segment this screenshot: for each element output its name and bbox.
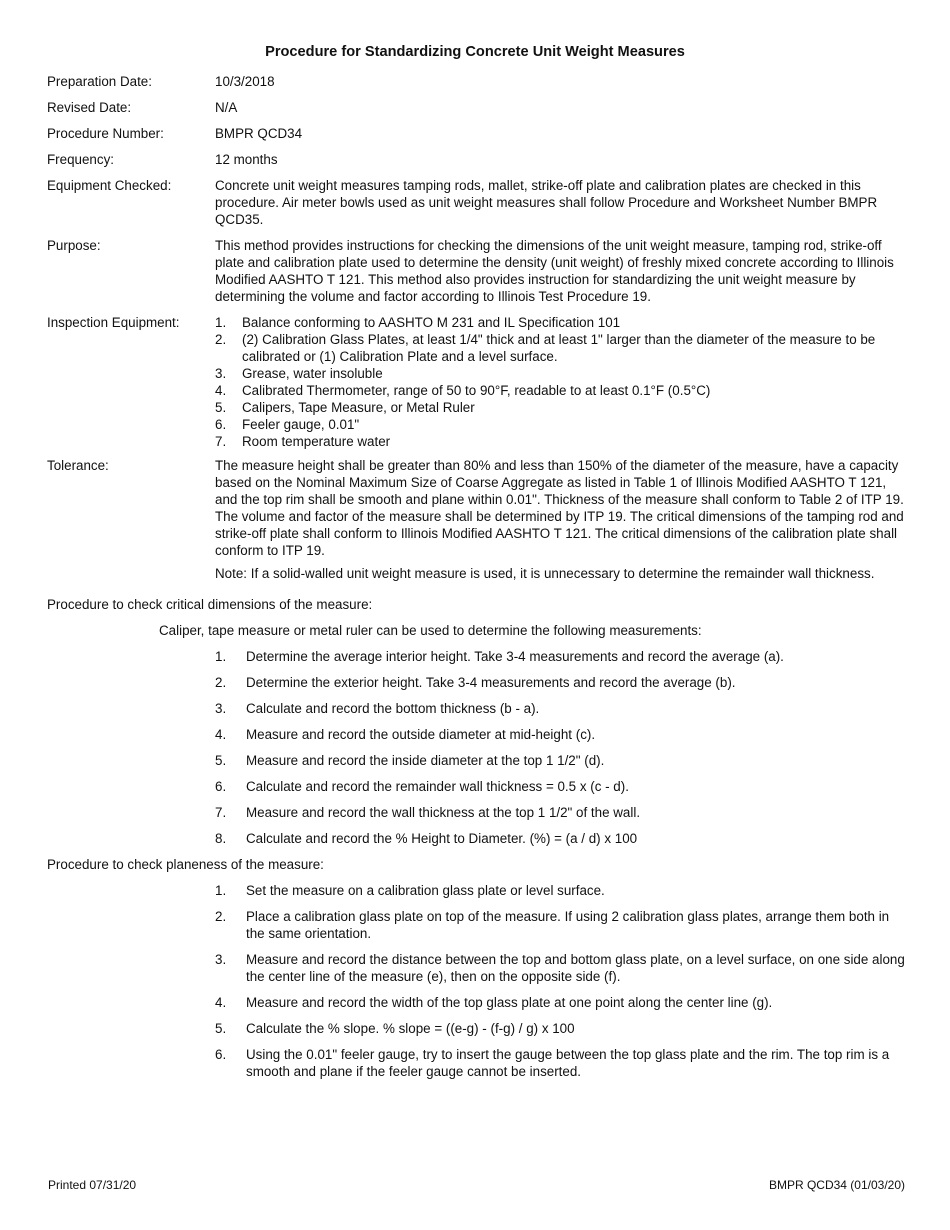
procedure-number-label: Procedure Number: [47, 126, 164, 141]
list-item [215, 951, 907, 985]
list-text: Determine the exterior height. Take 3-4 measurements and record the average (b). [246, 675, 736, 690]
list-item [215, 365, 907, 382]
purpose-value: This method provides instructions for checking the dimensions of the unit weight measure, tamping rod, strike-off plate and calibration plate used to determine the density (unit weight) of freshly mixed concrete according to Illinois Modified AASHTO T 121. This method also provides instruction for standardizing the unit weight measure by determining the volume and factor according to Illinois Test Procedure 19. [215, 238, 894, 304]
planeness-steps [215, 882, 907, 1080]
list-item [215, 674, 907, 691]
list-text: Measure and record the inside diameter at the top 1 1/2" (d). [246, 753, 605, 768]
equipment-checked-label: Equipment Checked: [47, 178, 172, 193]
list-number: 5. [215, 753, 227, 768]
planeness-heading: Procedure to check planeness of the measure: [47, 857, 324, 872]
preparation-date-value: 10/3/2018 [215, 74, 275, 89]
list-item [215, 752, 907, 769]
frequency-label: Frequency: [47, 152, 114, 167]
list-item [215, 416, 907, 433]
page-title: Procedure for Standardizing Concrete Unit Weight Measures [265, 44, 685, 60]
list-number: 3. [215, 952, 227, 967]
list-number: 7. [215, 805, 227, 820]
list-number: 7. [215, 434, 227, 449]
list-number: 4. [215, 383, 227, 398]
list-item [215, 700, 907, 717]
list-number: 2. [215, 675, 227, 690]
list-item [215, 314, 907, 331]
list-item [215, 433, 907, 450]
frequency-value: 12 months [215, 152, 278, 167]
list-number: 3. [215, 701, 227, 716]
footer-printed-date: Printed 07/31/20 [48, 1178, 137, 1192]
list-text: Grease, water insoluble [242, 366, 383, 381]
list-item [215, 882, 907, 899]
list-text: Measure and record the width of the top glass plate at one point along the center line (g). [246, 995, 773, 1010]
inspection-equipment-list-wrap [215, 314, 907, 450]
critical-dimensions-steps [215, 648, 907, 847]
footer-document-id: BMPR QCD34 (01/03/20) [768, 1178, 905, 1192]
critical-dimensions-intro: Caliper, tape measure or metal ruler can be used to determine the following measurements: [159, 623, 702, 638]
list-text: Calculate and record the bottom thickness (b - a). [246, 701, 540, 716]
list-item [215, 994, 907, 1011]
inspection-equipment-list [215, 314, 907, 450]
list-text: Measure and record the outside diameter at mid-height (c). [246, 727, 596, 742]
critical-dimensions-heading: Procedure to check critical dimensions of the measure: [47, 597, 373, 612]
list-item [215, 726, 907, 743]
list-text: Calculate the % slope. % slope = ((e-g) - (f-g) / g) x 100 [246, 1021, 575, 1036]
list-text: Calculate and record the remainder wall thickness = 0.5 x (c - d). [246, 779, 629, 794]
list-number: 1. [215, 649, 227, 664]
list-number: 1. [215, 315, 227, 330]
list-text: Calculate and record the % Height to Diameter. (%) = (a / d) x 100 [246, 831, 638, 846]
list-text: Measure and record the wall thickness at the top 1 1/2" of the wall. [246, 805, 641, 820]
list-text: Place a calibration glass plate on top of the measure. If using 2 calibration glass plates, arrange them both in the same orientation. [246, 909, 890, 941]
list-number: 8. [215, 831, 227, 846]
list-number: 6. [215, 779, 227, 794]
list-text: Using the 0.01" feeler gauge, try to insert the gauge between the top glass plate and the rim. The top rim is a smooth and plane if the feeler gauge cannot be inserted. [246, 1047, 890, 1079]
tolerance-value-wrap [215, 457, 907, 582]
list-number: 5. [215, 1021, 227, 1036]
list-text: Set the measure on a calibration glass plate or level surface. [246, 883, 605, 898]
list-text: Measure and record the distance between the top and bottom glass plate, on a level surface, on one side along the center line of the measure (e), then on the opposite side (f). [246, 952, 905, 984]
list-text: Balance conforming to AASHTO M 231 and IL Specification 101 [242, 315, 621, 330]
list-number: 1. [215, 883, 227, 898]
list-text: Room temperature water [242, 434, 391, 449]
tolerance-text: The measure height shall be greater than 80% and less than 150% of the diameter of the measure, have a capacity based on the Nominal Maximum Size of Coarse Aggregate as listed in Table 1 of Illinois Modified AASHTO T 121, and the top rim shall be smooth and plane within 0.01". Thickness of the measure shall conform to Table 2 of ITP 19. The volume and factor of the measure shall be determined by ITP 19. The critical dimensions of the tamping rod and strike-off plate shall conform to Illinois Modified AASHTO T 121. The critical dimensions of the calibration plate shall conform to ITP 19. [215, 458, 904, 558]
list-item [215, 331, 907, 365]
tolerance-label: Tolerance: [47, 458, 109, 473]
list-item [215, 830, 907, 847]
list-text: Feeler gauge, 0.01" [242, 417, 360, 432]
tolerance-note: Note: If a solid-walled unit weight measure is used, it is unnecessary to determine the remainder wall thickness. [215, 566, 875, 581]
list-number: 4. [215, 727, 227, 742]
list-text: Determine the average interior height. Take 3-4 measurements and record the average (a). [246, 649, 784, 664]
purpose-label: Purpose: [47, 238, 101, 253]
list-number: 4. [215, 995, 227, 1010]
equipment-checked-value: Concrete unit weight measures tamping rods, mallet, strike-off plate and calibration plates are checked in this procedure. Air meter bowls used as unit weight measures shall follow Procedure and Worksheet Number BMPR QCD35. [215, 178, 878, 227]
revised-date-label: Revised Date: [47, 100, 132, 115]
list-number: 3. [215, 366, 227, 381]
list-number: 2. [215, 332, 227, 347]
list-item [215, 804, 907, 821]
list-item [215, 778, 907, 795]
list-number: 6. [215, 417, 227, 432]
list-text: (2) Calibration Glass Plates, at least 1/4" thick and at least 1" larger than the diameter of the measure to be calibrated or (1) Calibration Plate and a level surface. [242, 332, 876, 364]
list-text: Calibrated Thermometer, range of 50 to 90°F, readable to at least 0.1°F (0.5°C) [242, 383, 711, 398]
list-item [215, 908, 907, 942]
revised-date-value: N/A [215, 100, 238, 115]
list-item [215, 1020, 907, 1037]
list-item [215, 1046, 907, 1080]
procedure-number-value: BMPR QCD34 [215, 126, 303, 141]
list-number: 6. [215, 1047, 227, 1062]
list-item [215, 382, 907, 399]
list-number: 5. [215, 400, 227, 415]
list-number: 2. [215, 909, 227, 924]
list-item [215, 648, 907, 665]
inspection-equipment-label: Inspection Equipment: [47, 315, 180, 330]
preparation-date-label: Preparation Date: [47, 74, 152, 89]
list-item [215, 399, 907, 416]
list-text: Calipers, Tape Measure, or Metal Ruler [242, 400, 475, 415]
